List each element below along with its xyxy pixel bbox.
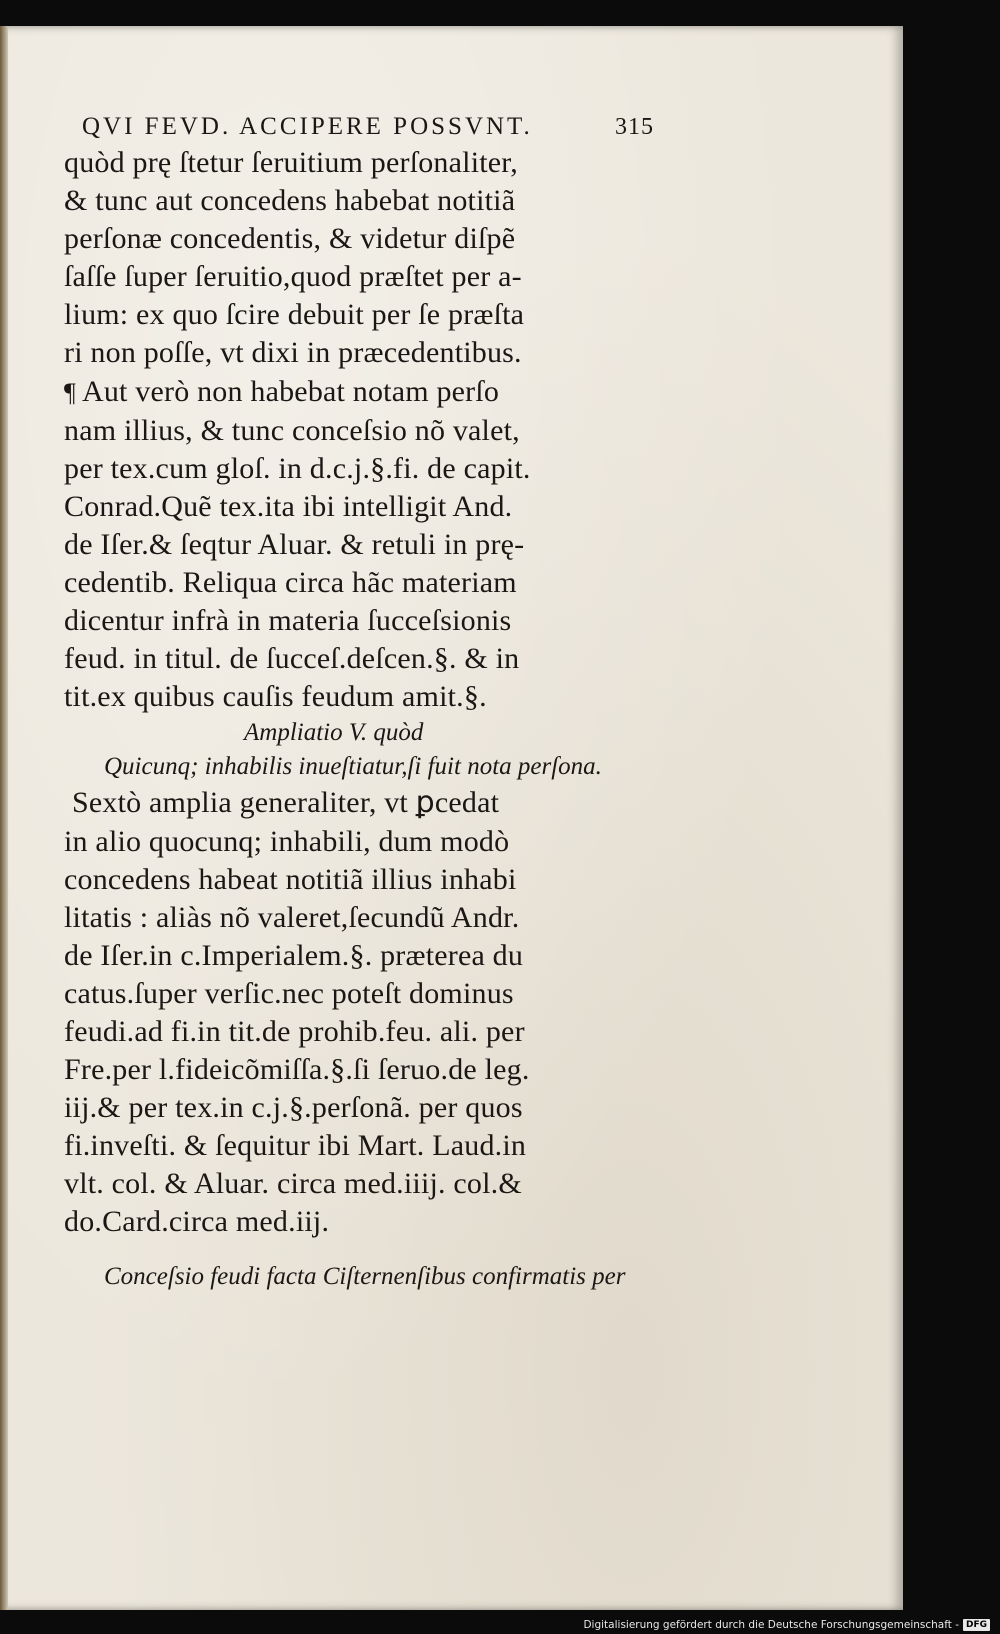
text-line: feud. in titul. de ſucceſ.deſcen.§. & in: [64, 642, 520, 676]
section-heading: Ampliatio V. quòd: [244, 719, 424, 747]
text-line: ſaſſe ſuper ſeruitio,quod præſtet per a-: [64, 260, 522, 294]
text-line: nam illius, & tunc conceſsio nõ valet,: [64, 413, 520, 447]
pilcrow-mark: ¶: [64, 377, 76, 407]
catchword-heading: Conceſsio feudi facta Ciſternenſibus confirmatis per: [104, 1262, 626, 1290]
page-spine-edge: [0, 26, 8, 1610]
text-line: de Iſer.& ſeqtur Aluar. & retuli in prę-: [64, 527, 525, 561]
text-line: catus.ſuper verſic.nec poteſt dominus: [64, 976, 514, 1010]
dfg-logo: DFG: [963, 1619, 990, 1631]
text-line: do.Card.circa med.iij.: [64, 1205, 330, 1239]
text-line: feudi.ad fi.in tit.de prohib.feu. ali. per: [64, 1014, 525, 1048]
text-line: quòd prę ſtetur ſeruitium perſonaliter,: [64, 146, 518, 179]
text-line-paragraph-start: [64, 373, 654, 412]
text-line: vlt. col. & Aluar. circa med.iiij. col.&: [64, 1167, 522, 1201]
text-line: Fre.per l.fideicõmiſſa.§.ſi ſeruo.de leg.: [64, 1053, 530, 1087]
running-head-title: QVI FEVD. ACCIPERE POSSVNT.: [82, 113, 533, 140]
text-line: Conrad.Quẽ tex.ita ibi intelligit And.: [64, 489, 513, 523]
text-line: & tunc aut concedens habebat notitiã: [64, 184, 516, 218]
page-text: [64, 112, 654, 1294]
text-line: per tex.cum gloſ. in d.c.j.§.fi. de capit.: [64, 451, 531, 485]
text-line: ri non poſſe, vt dixi in præcedentibus.: [64, 336, 522, 370]
text-line: fi.inveſti. & ſequitur ibi Mart. Laud.in: [64, 1129, 527, 1163]
text-line: perſonæ concedentis, & videtur diſpẽ: [64, 222, 516, 256]
text-line: cedentib. Reliqua circa hãc materiam: [64, 566, 517, 600]
running-head: [82, 112, 654, 142]
text-line: litatis : aliàs nõ valeret,ſecundũ Andr.: [64, 900, 520, 934]
text-line-content: Aut verò non habebat notam perſo: [81, 374, 500, 408]
text-line: iij.& per tex.in c.j.§.perſonã. per quos: [64, 1091, 523, 1125]
text-line: in alio quocunq; inhabili, dum modò: [64, 824, 510, 858]
text-line: tit.ex quibus cauſis feudum amit.§.: [64, 680, 487, 714]
text-line: concedens habeat notitiã illius inhabi: [64, 862, 517, 896]
text-line: de Iſer.in c.Imperialem.§. præterea du: [64, 938, 524, 972]
text-line: lium: ex quo ſcire debuit per ſe præſta: [64, 298, 525, 332]
text-line: Sextò amplia generaliter, vt ꝑcedat: [72, 786, 500, 820]
credit-text: Digitalisierung gefördert durch die Deutsche Forschungsgemeinschaft -: [583, 1619, 959, 1631]
page-number: 315: [615, 114, 654, 140]
text-line: dicentur infrà in materia ſucceſsionis: [64, 604, 512, 638]
section-subheading: Quicunq; inhabilis inueſtiatur,ſi fuit nota perſona.: [104, 753, 602, 781]
digitization-credit: [583, 1619, 990, 1631]
